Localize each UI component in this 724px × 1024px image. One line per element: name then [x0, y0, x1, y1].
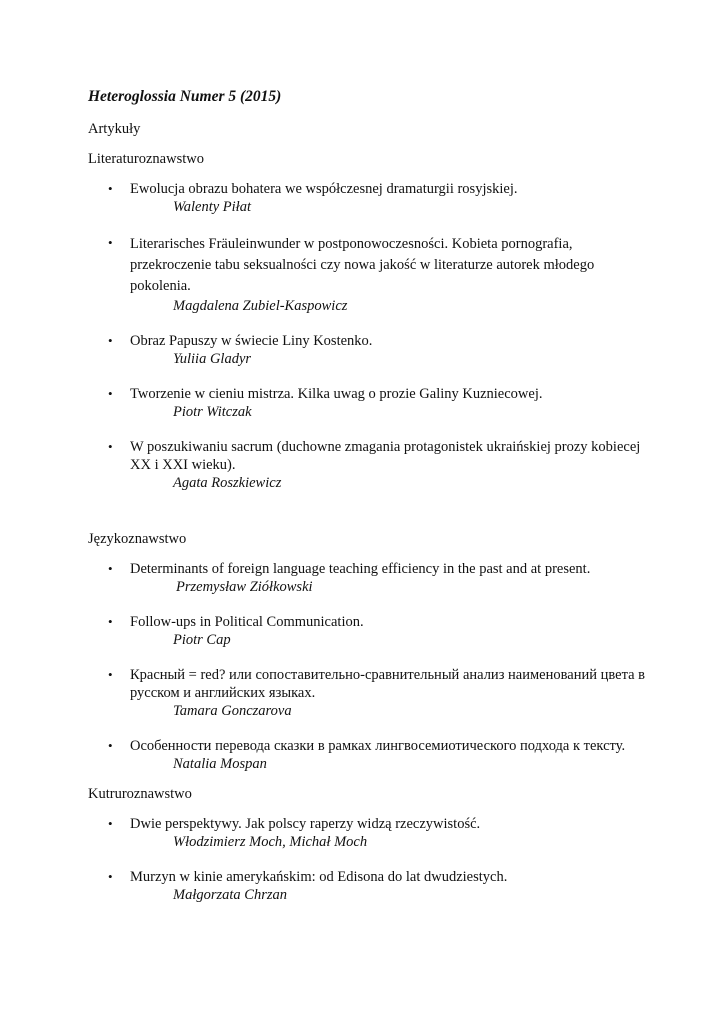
section-label: Literaturoznawstwo	[88, 151, 204, 167]
list-item	[88, 613, 648, 649]
section-label: Kutruroznawstwo	[88, 786, 192, 802]
article-title: Особенности перевода сказки в рамках лингвосемиотического подхода к тексту.	[130, 738, 626, 754]
list-item	[88, 180, 648, 216]
article-title: Follow-ups in Political Communication.	[130, 614, 364, 630]
article-author: Natalia Mospan	[173, 756, 267, 772]
document-page	[88, 87, 648, 904]
bullet-icon: •	[108, 386, 113, 401]
list-item	[88, 560, 648, 596]
article-title: W poszukiwaniu sacrum (duchowne zmagania protagonistek ukraińskiej prozy kobiecej XX i XXI wieku).	[130, 439, 641, 473]
bullet-icon: •	[108, 816, 113, 831]
article-title: Literarisches Fräuleinwunder w postponowoczesności. Kobieta pornografia, przekroczenie tabu seksualności czy nowa jakość w literaturze autorek młodego pokolenia.	[130, 236, 595, 294]
article-title: Tworzenie w cieniu mistrza. Kilka uwag o prozie Galiny Kuzniecowej.	[130, 386, 543, 402]
article-author: Piotr Cap	[173, 632, 231, 648]
bullet-icon: •	[108, 235, 113, 250]
bullet-icon: •	[108, 667, 113, 682]
list-item	[88, 666, 648, 720]
article-author: Przemysław Ziółkowski	[176, 579, 313, 595]
bullet-icon: •	[108, 439, 113, 454]
article-author: Yuliia Gladyr	[173, 351, 252, 367]
article-author: Magdalena Zubiel-Kaspowicz	[173, 298, 348, 314]
article-title: Determinants of foreign language teaching efficiency in the past and at present.	[130, 561, 591, 577]
article-author: Włodzimierz Moch, Michał Moch	[173, 834, 368, 850]
article-title: Dwie perspektywy. Jak polscy raperzy widzą rzeczywistość.	[130, 816, 481, 832]
list-item	[88, 868, 648, 904]
article-list	[88, 180, 648, 492]
bullet-icon: •	[108, 561, 113, 576]
article-list	[88, 560, 648, 773]
article-author: Piotr Witczak	[173, 404, 252, 420]
section-jezykoznawstwo	[88, 530, 648, 773]
article-title: Murzyn w kinie amerykańskim: od Edisona do lat dwudziestych.	[130, 869, 508, 885]
article-author: Małgorzata Chrzan	[173, 887, 288, 903]
section-kulturoznawstwo	[88, 785, 648, 904]
list-item	[88, 332, 648, 368]
section-label: Językoznawstwo	[88, 531, 187, 547]
article-title: Ewolucja obrazu bohatera we współczesnej dramaturgii rosyjskiej.	[130, 181, 518, 197]
bullet-icon: •	[108, 333, 113, 348]
list-item	[88, 438, 648, 492]
article-title: Красный = red? или сопоставительно-сравнительный анализ наименований цвета в русском и английских языках.	[130, 667, 645, 701]
list-item	[88, 737, 648, 773]
bullet-icon: •	[108, 181, 113, 196]
article-title: Obraz Papuszy w świecie Liny Kostenko.	[130, 333, 373, 349]
list-item	[88, 234, 648, 315]
list-item	[88, 815, 648, 851]
bullet-icon: •	[108, 869, 113, 884]
article-author: Tamara Gonczarova	[173, 703, 292, 719]
bullet-icon: •	[108, 738, 113, 753]
document-title: Heteroglossia Numer 5 (2015)	[88, 88, 282, 105]
article-author: Agata Roszkiewicz	[173, 475, 282, 491]
list-item	[88, 385, 648, 421]
section-literaturoznawstwo	[88, 150, 648, 492]
bullet-icon: •	[108, 614, 113, 629]
article-author: Walenty Piłat	[173, 199, 251, 215]
articles-label: Artykuły	[88, 121, 141, 137]
article-list	[88, 815, 648, 904]
